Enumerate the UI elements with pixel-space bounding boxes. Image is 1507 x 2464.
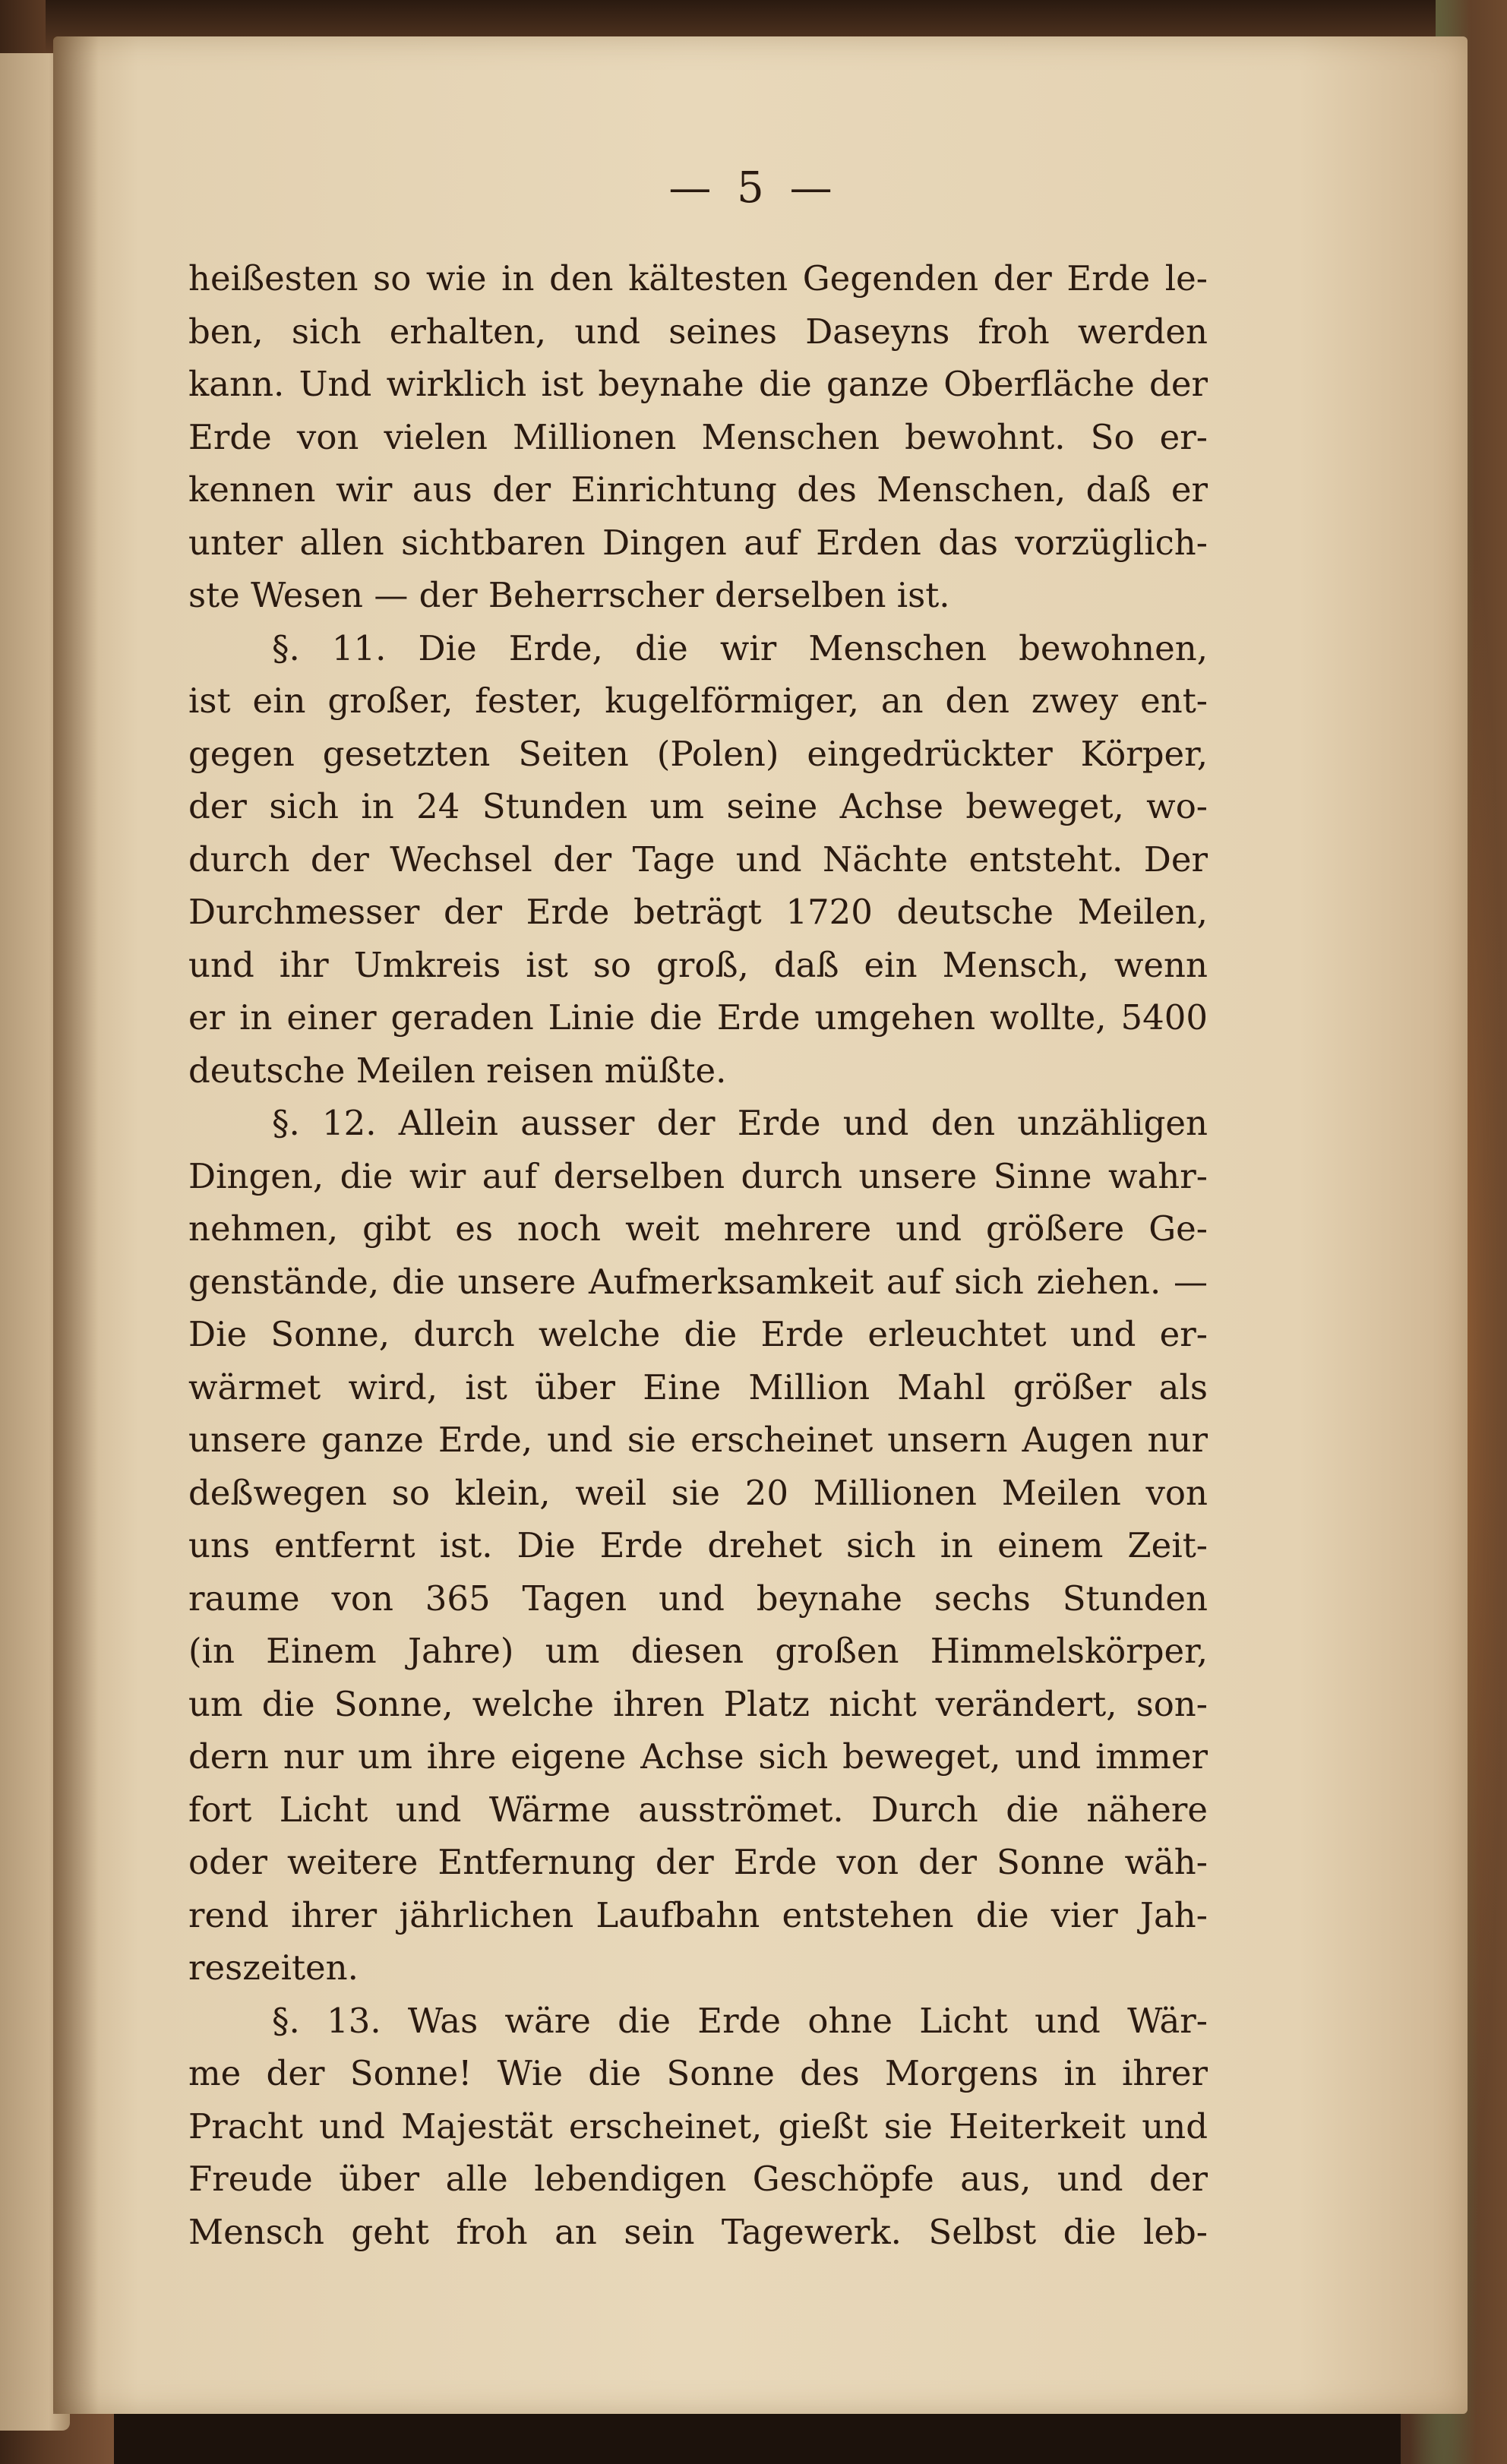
text-line: Erde von vielen Millionen Menschen bewohnt. So er-: [188, 416, 1208, 457]
text-line: nehmen, gibt es noch weit mehrere und größere Ge-: [188, 1208, 1208, 1249]
section-13-start: §. 13. Was wäre die Erde ohne Licht und Wär-: [272, 2000, 1208, 2041]
text-line: kann. Und wirklich ist beynahe die ganze Oberfläche der: [188, 364, 1208, 404]
section-11-start: §. 11. Die Erde, die wir Menschen bewohnen,: [272, 627, 1208, 668]
text-line: rend ihrer jährlichen Laufbahn entstehen die vier Jah-: [188, 1894, 1208, 1935]
section-12-start: §. 12. Allein ausser der Erde und den unzähligen: [272, 1103, 1208, 1143]
text-line: und ihr Umkreis ist so groß, daß ein Mensch, wenn: [188, 944, 1208, 985]
text-line: unsere ganze Erde, und sie erscheinet unsern Augen nur: [188, 1420, 1208, 1460]
text-line: deßwegen so klein, weil sie 20 Millionen Meilen von: [188, 1472, 1208, 1513]
text-line: ben, sich erhalten, und seines Daseyns froh werden: [188, 311, 1208, 352]
page-gutter-shadow: [53, 36, 99, 2414]
text-line: deutsche Meilen reisen müßte.: [188, 1050, 727, 1091]
text-line: heißesten so wie in den kältesten Gegenden der Erde le-: [188, 258, 1208, 299]
text-line: unter allen sichtbaren Dingen auf Erden das vorzüglich-: [188, 522, 1208, 563]
text-line: gegen gesetzten Seiten (Polen) eingedrückter Körper,: [188, 733, 1208, 774]
text-line: reszeiten.: [188, 1948, 359, 1988]
text-line: Die Sonne, durch welche die Erde erleuchtet und er-: [188, 1314, 1208, 1354]
text-line: der sich in 24 Stunden um seine Achse beweget, wo-: [188, 786, 1208, 826]
text-line: um die Sonne, welche ihren Platz nicht verändert, son-: [188, 1683, 1208, 1724]
text-line: er in einer geraden Linie die Erde umgehen wollte, 5400: [188, 997, 1208, 1038]
text-line: me der Sonne! Wie die Sonne des Morgens in ihrer: [188, 2053, 1208, 2093]
text-line: genstände, die unsere Aufmerksamkeit auf sich ziehen. —: [188, 1261, 1208, 1302]
text-line: ste Wesen — der Beherrscher derselben ist.: [188, 575, 950, 615]
text-line: ist ein großer, fester, kugelförmiger, an den zwey ent-: [188, 681, 1208, 721]
text-line: Pracht und Majestät erscheinet, gießt sie Heiterkeit und: [188, 2105, 1208, 2147]
text-line: Freude über alle lebendigen Geschöpfe aus, und der: [188, 2159, 1208, 2199]
text-line: Durchmesser der Erde beträgt 1720 deutsche Meilen,: [188, 892, 1208, 932]
text-line: uns entfernt ist. Die Erde drehet sich in einem Zeit-: [188, 1525, 1208, 1565]
text-line: fort Licht und Wärme ausströmet. Durch die nähere: [188, 1789, 1208, 1830]
text-line: oder weitere Entfernung der Erde von der Sonne wäh-: [188, 1842, 1208, 1882]
text-line: durch der Wechsel der Tage und Nächte entsteht. Der: [188, 839, 1208, 880]
text-line: raume von 365 Tagen und beynahe sechs Stunden: [188, 1578, 1208, 1619]
text-line: wärmet wird, ist über Eine Million Mahl größer als: [188, 1366, 1208, 1407]
text-line: (in Einem Jahre) um diesen großen Himmelskörper,: [188, 1631, 1208, 1671]
text-line: dern nur um ihre eigene Achse sich beweget, und immer: [188, 1736, 1208, 1777]
page-body-text: [188, 252, 1208, 2258]
text-line: Mensch geht froh an sein Tagewerk. Selbst die leb-: [188, 2211, 1208, 2252]
page-number-header: — 5 —: [668, 163, 839, 213]
text-line: kennen wir aus der Einrichtung des Menschen, daß er: [188, 469, 1208, 510]
text-line: Dingen, die wir auf derselben durch unsere Sinne wahr-: [188, 1155, 1208, 1196]
